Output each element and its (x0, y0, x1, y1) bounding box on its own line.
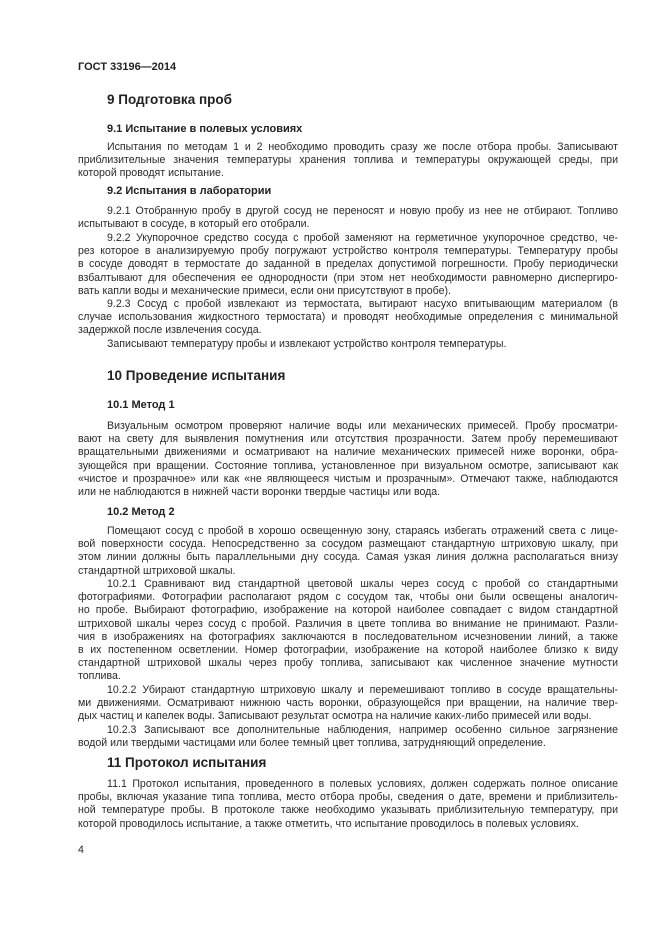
text-line: но пробе. Выбирают фотографию, изображение на которой наиболее совпадает с видом стандартной (78, 604, 618, 617)
text-line: 11.1 Протокол испытания, проведенного в полевых условиях, должен содержать полное описание (107, 778, 618, 790)
section-9-2-heading: 9.2 Испытания в лаборатории (107, 185, 272, 197)
paragraph-11-1 (78, 778, 618, 831)
text-line: которой проводят испытание. (78, 167, 224, 180)
text-line: Визуальным осмотром проверяют наличие воды или механических примесей. Пробу просматри- (107, 420, 618, 432)
text-line: или не наблюдаются в нижней части воронки твердые частицы или вода. (78, 485, 441, 498)
text-line: рез которое в анализируемую пробу погружают устройство контроля температуры. Температуру пробы (78, 245, 618, 258)
text-line: 9.2.1 Отобранную пробу в другой сосуд не переносят и новую пробу из нее не отбирают. Топливо (107, 205, 618, 217)
text-line: Испытания по методам 1 и 2 необходимо проводить сразу же после отбора пробы. Записывают (107, 141, 618, 153)
text-line: Записывают температуру пробы и извлекают устройство контроля температуры. (107, 338, 507, 350)
text-line: 10.2.1 Сравнивают вид стандартной цветовой шкалы через сосуд с пробой со стандартными (107, 578, 618, 590)
text-line: вой поверхности сосуда. Непосредственно за сосудом размещают стандартную штриховую шкалу, при (78, 538, 618, 551)
document-header: ГОСТ 33196—2014 (78, 61, 177, 73)
paragraph-9-2-3 (78, 298, 618, 338)
text-line: стандартной штриховой шкалы. (78, 564, 236, 577)
paragraph-10-1 (78, 420, 618, 499)
text-line: задержкой после извлечения сосуда. (78, 324, 262, 337)
text-line: водой или твердыми частицами или более темный цвет топлива, затрудняющий определение. (78, 737, 546, 750)
paragraph-10-2-2 (78, 684, 618, 724)
paragraph-10-2-3 (78, 724, 618, 750)
text-line: 10.2.2 Убирают стандартную штриховую шкалу и перемешивают топливо в сосуде вращательны- (107, 684, 618, 696)
text-line: пробы, включая указание типа топлива, место отбора пробы, сведения о дате, времени и приблизитель- (78, 791, 618, 804)
text-line: вают на свету для выявления помутнения или отсутствия прозрачности. Затем пробу перемешивают (78, 433, 618, 446)
paragraph-9-2-closing (78, 338, 618, 351)
text-line: ми движениями. Осматривают нижнюю часть воронки, образующейся при вращении, на наличие твер- (78, 697, 618, 710)
text-line: «чистое и прозрачное» или как «не являющееся чистым и прозрачным». Отмечают также, наблюдаются (78, 472, 618, 485)
text-line: взбалтывают для обеспечения ее однородности (при этом нет необходимости равномерно диспергиро- (78, 271, 618, 284)
text-line: этом линии должны быть параллельными дну сосуда. Самая узкая линия должна располагаться внизу (78, 551, 618, 564)
paragraph-10-2 (78, 525, 618, 578)
text-line: приблизительные значения температуры хранения топлива и температуры окружающей среды, при (78, 154, 618, 167)
text-line: стандартной штриховой шкалы через пробу топлива, записывают как численное значение мутности (78, 657, 618, 670)
section-10-heading: 10 Проведение испытания (107, 368, 286, 383)
paragraph (78, 141, 618, 181)
section-9-heading: 9 Подготовка проб (107, 92, 232, 107)
text-line: 10.2.3 Записывают все дополнительные наблюдения, например особенно сильное загрязнение (107, 724, 618, 736)
section-10-2-heading: 10.2 Метод 2 (107, 506, 175, 518)
text-line: которой проводилось испытание, а также отметить, что испытание проводилось в полевых условиях. (78, 817, 579, 830)
text-line: вращательными движениями и осматривают на наличие механических примесей ниже воронки, обра- (78, 446, 618, 459)
text-line: топлива. (78, 670, 121, 683)
text-line: 9.2.3 Сосуд с пробой извлекают из термостата, вытирают насухо впитывающим материалом (в (107, 298, 618, 310)
text-line: вать капли воды и механические примеси, если они присутствуют в пробе). (78, 284, 451, 297)
section-11-heading: 11 Протокол испытания (107, 755, 267, 770)
paragraph-10-2-1 (78, 578, 618, 684)
text-line: штриховой шкалы через сосуд с пробой. Различия в цвете топлива во внимание не принимают. Разли- (78, 617, 618, 630)
text-line: 9.2.2 Укупорочное средство сосуда с пробой заменяют на герметичное укупорочное средство, че- (107, 232, 618, 244)
text-line: испытывают в сосуде, в который его отобрали. (78, 218, 310, 231)
text-line: в сосуде доводят в термостате до заданной в пределах допустимой погрешности. Пробу периодически (78, 258, 618, 271)
text-line: ной температуре пробы. В протоколе также необходимо указывать приблизительную температуру, при (78, 804, 618, 817)
paragraph-9-2-2 (78, 232, 618, 298)
text-line: в их постепенном осветлении. Номер фотографии, изображение на которой наиболее близко к виду (78, 643, 618, 656)
section-10-1-heading: 10.1 Метод 1 (107, 399, 175, 411)
paragraph-9-2-1 (78, 205, 618, 231)
text-line: случае использования жидкостного термостата) и проводят необходимые определения с минимальной (78, 311, 618, 324)
text-line: Помещают сосуд с пробой в хорошо освещенную зону, стараясь избегать отражений света с лице- (107, 525, 618, 537)
text-line: чия в изображениях на фотографиях заключаются в последовательном исчезновении линий, а также (78, 630, 618, 643)
text-line: фотографиями. Фотографии располагают рядом с сосудом так, чтобы они были освещены аналогич- (78, 591, 618, 604)
text-line: дых частиц и капелек воды. Записывают результат осмотра на наличие каких-либо примесей или воды. (78, 710, 592, 723)
page-number: 4 (78, 844, 84, 856)
text-line: зующейся при вращении. Состояние топлива, установленное при визуальном осмотре, записывают как (78, 459, 618, 472)
section-9-1-heading: 9.1 Испытание в полевых условиях (107, 123, 303, 135)
